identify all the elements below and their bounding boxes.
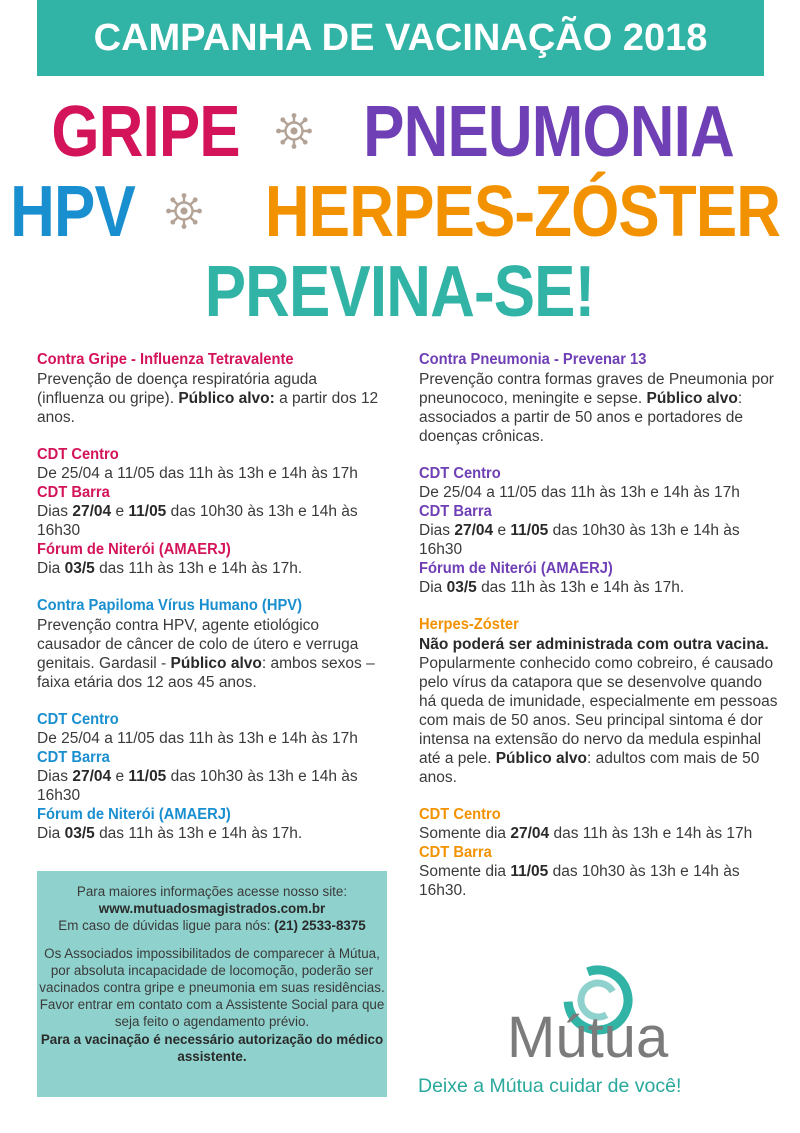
- hpv-forum-label: Fórum de Niterói (AMAERJ): [37, 806, 231, 823]
- pneumonia-forum-schedule: Dia 03/5 das 11h às 13h e 14h às 17h.: [419, 579, 685, 596]
- info-authorization: Para a vacinação é necessário autorização do médico assistente.: [40, 1031, 384, 1064]
- gripe-cdt-barra-label: CDT Barra: [37, 484, 110, 501]
- gripe-cdt-barra-schedule: Dias 27/04 e 11/05 das 10h30 às 13h e 14h às 16h30: [37, 503, 358, 539]
- hpv-cdt-centro-schedule: De 25/04 a 11/05 das 11h às 13h e 14h às 17h: [37, 730, 358, 747]
- pneumonia-cdt-centro-schedule: De 25/04 a 11/05 das 11h às 13h e 14h às 17h: [419, 484, 740, 501]
- gripe-title: Contra Gripe - Influenza Tetravalente: [37, 351, 294, 368]
- gripe-description: Prevenção de doença respiratória aguda (influenza ou gripe). Público alvo: a partir dos 12 anos.: [37, 371, 379, 426]
- headline-line-2: [0, 172, 800, 252]
- headline-line-3: [0, 252, 800, 332]
- virus-icon: [276, 113, 312, 149]
- herpes-title: Herpes-Zóster: [419, 616, 519, 633]
- left-column: [37, 350, 387, 843]
- hpv-description: Prevenção contra HPV, agente etiológico causador de câncer de colo de útero e verruga genitais. Gardasil - Público alvo: ambos sexos – faixa etária dos 12 aos 45 anos.: [37, 617, 375, 691]
- pneumonia-title: Contra Pneumonia - Prevenar 13: [419, 351, 647, 368]
- info-site-intro: Para maiores informações acesse nosso site:: [76, 884, 348, 899]
- brand-name: Mútua: [507, 1005, 669, 1070]
- pneumonia-cdt-centro-label: CDT Centro: [419, 465, 501, 482]
- phone-number[interactable]: (21) 2533-8375: [274, 918, 366, 934]
- gripe-cdt-centro-label: CDT Centro: [37, 446, 119, 463]
- right-column: [419, 350, 779, 900]
- pneumonia-description: Prevenção contra formas graves de Pneumonia por pneunococo, meningite e sepse. Público alvo: associados a partir de 50 anos e portadores de doenças crônicas.: [419, 371, 774, 445]
- gripe-forum-label: Fórum de Niterói (AMAERJ): [37, 541, 231, 558]
- pneumonia-forum-label: Fórum de Niterói (AMAERJ): [419, 560, 613, 577]
- headline-pneumonia: PNEUMONIA: [363, 92, 734, 172]
- hpv-forum-schedule: Dia 03/5 das 11h às 13h e 14h às 17h.: [37, 825, 303, 842]
- headline-line-1: [0, 92, 800, 172]
- headline-previna: PREVINA-SE!: [205, 252, 595, 332]
- gripe-cdt-centro-schedule: De 25/04 a 11/05 das 11h às 13h e 14h às 17h: [37, 465, 358, 482]
- herpes-cdt-centro-schedule: Somente dia 27/04 das 11h às 13h e 14h às 17h: [419, 825, 753, 842]
- herpes-description: Não poderá ser administrada com outra vacina. Popularmente conhecido como cobreiro, é causado pelo vírus da catapora que se desenvolve quando há queda de imunidade, especialmente em pessoas com mais de 50 anos. Seu principal sintoma é dor intensa na extensão do nervo da medula espinhal até a pele. Público alvo: adultos com mais de 50 anos.: [419, 636, 778, 786]
- info-box: [37, 871, 387, 1097]
- herpes-cdt-barra-schedule: Somente dia 11/05 das 10h30 às 13h e 14h às 16h30.: [419, 863, 740, 899]
- headline-gripe: GRIPE: [51, 92, 240, 172]
- hpv-cdt-centro-label: CDT Centro: [37, 711, 119, 728]
- info-phone-line: Em caso de dúvidas ligue para nós: (21) 2533-8375: [58, 918, 366, 934]
- virus-icon: [166, 193, 202, 229]
- hpv-cdt-barra-label: CDT Barra: [37, 749, 110, 766]
- headline-herpes-zoster: HERPES-ZÓSTER: [265, 172, 781, 252]
- hpv-cdt-barra-schedule: Dias 27/04 e 11/05 das 10h30 às 13h e 14h às 16h30: [37, 768, 358, 804]
- headline-hpv: HPV: [10, 172, 135, 252]
- herpes-cdt-centro-label: CDT Centro: [419, 806, 501, 823]
- hpv-title: Contra Papiloma Vírus Humano (HPV): [37, 597, 303, 614]
- info-home-vaccination: Os Associados impossibilitados de comparecer à Mútua, por absoluta incapacidade de locomoção, poderão ser vacinados contra gripe e pneumonia em suas residências.: [39, 945, 385, 996]
- pneumonia-cdt-barra-schedule: Dias 27/04 e 11/05 das 10h30 às 13h e 14h às 16h30: [419, 522, 740, 558]
- herpes-cdt-barra-label: CDT Barra: [419, 844, 492, 861]
- pneumonia-cdt-barra-label: CDT Barra: [419, 503, 492, 520]
- brand-slogan: Deixe a Mútua cuidar de você!: [418, 1075, 682, 1097]
- gripe-forum-schedule: Dia 03/5 das 11h às 13h e 14h às 17h.: [37, 560, 303, 577]
- website-link[interactable]: www.mutuadosmagistrados.com.br: [98, 901, 326, 917]
- campaign-banner: [37, 0, 764, 76]
- campaign-title: CAMPANHA DE VACINAÇÃO 2018: [93, 17, 708, 59]
- info-contact-social: Favor entrar em contato com a Assistente Social para que seja feito o agendamento prévio.: [39, 997, 385, 1030]
